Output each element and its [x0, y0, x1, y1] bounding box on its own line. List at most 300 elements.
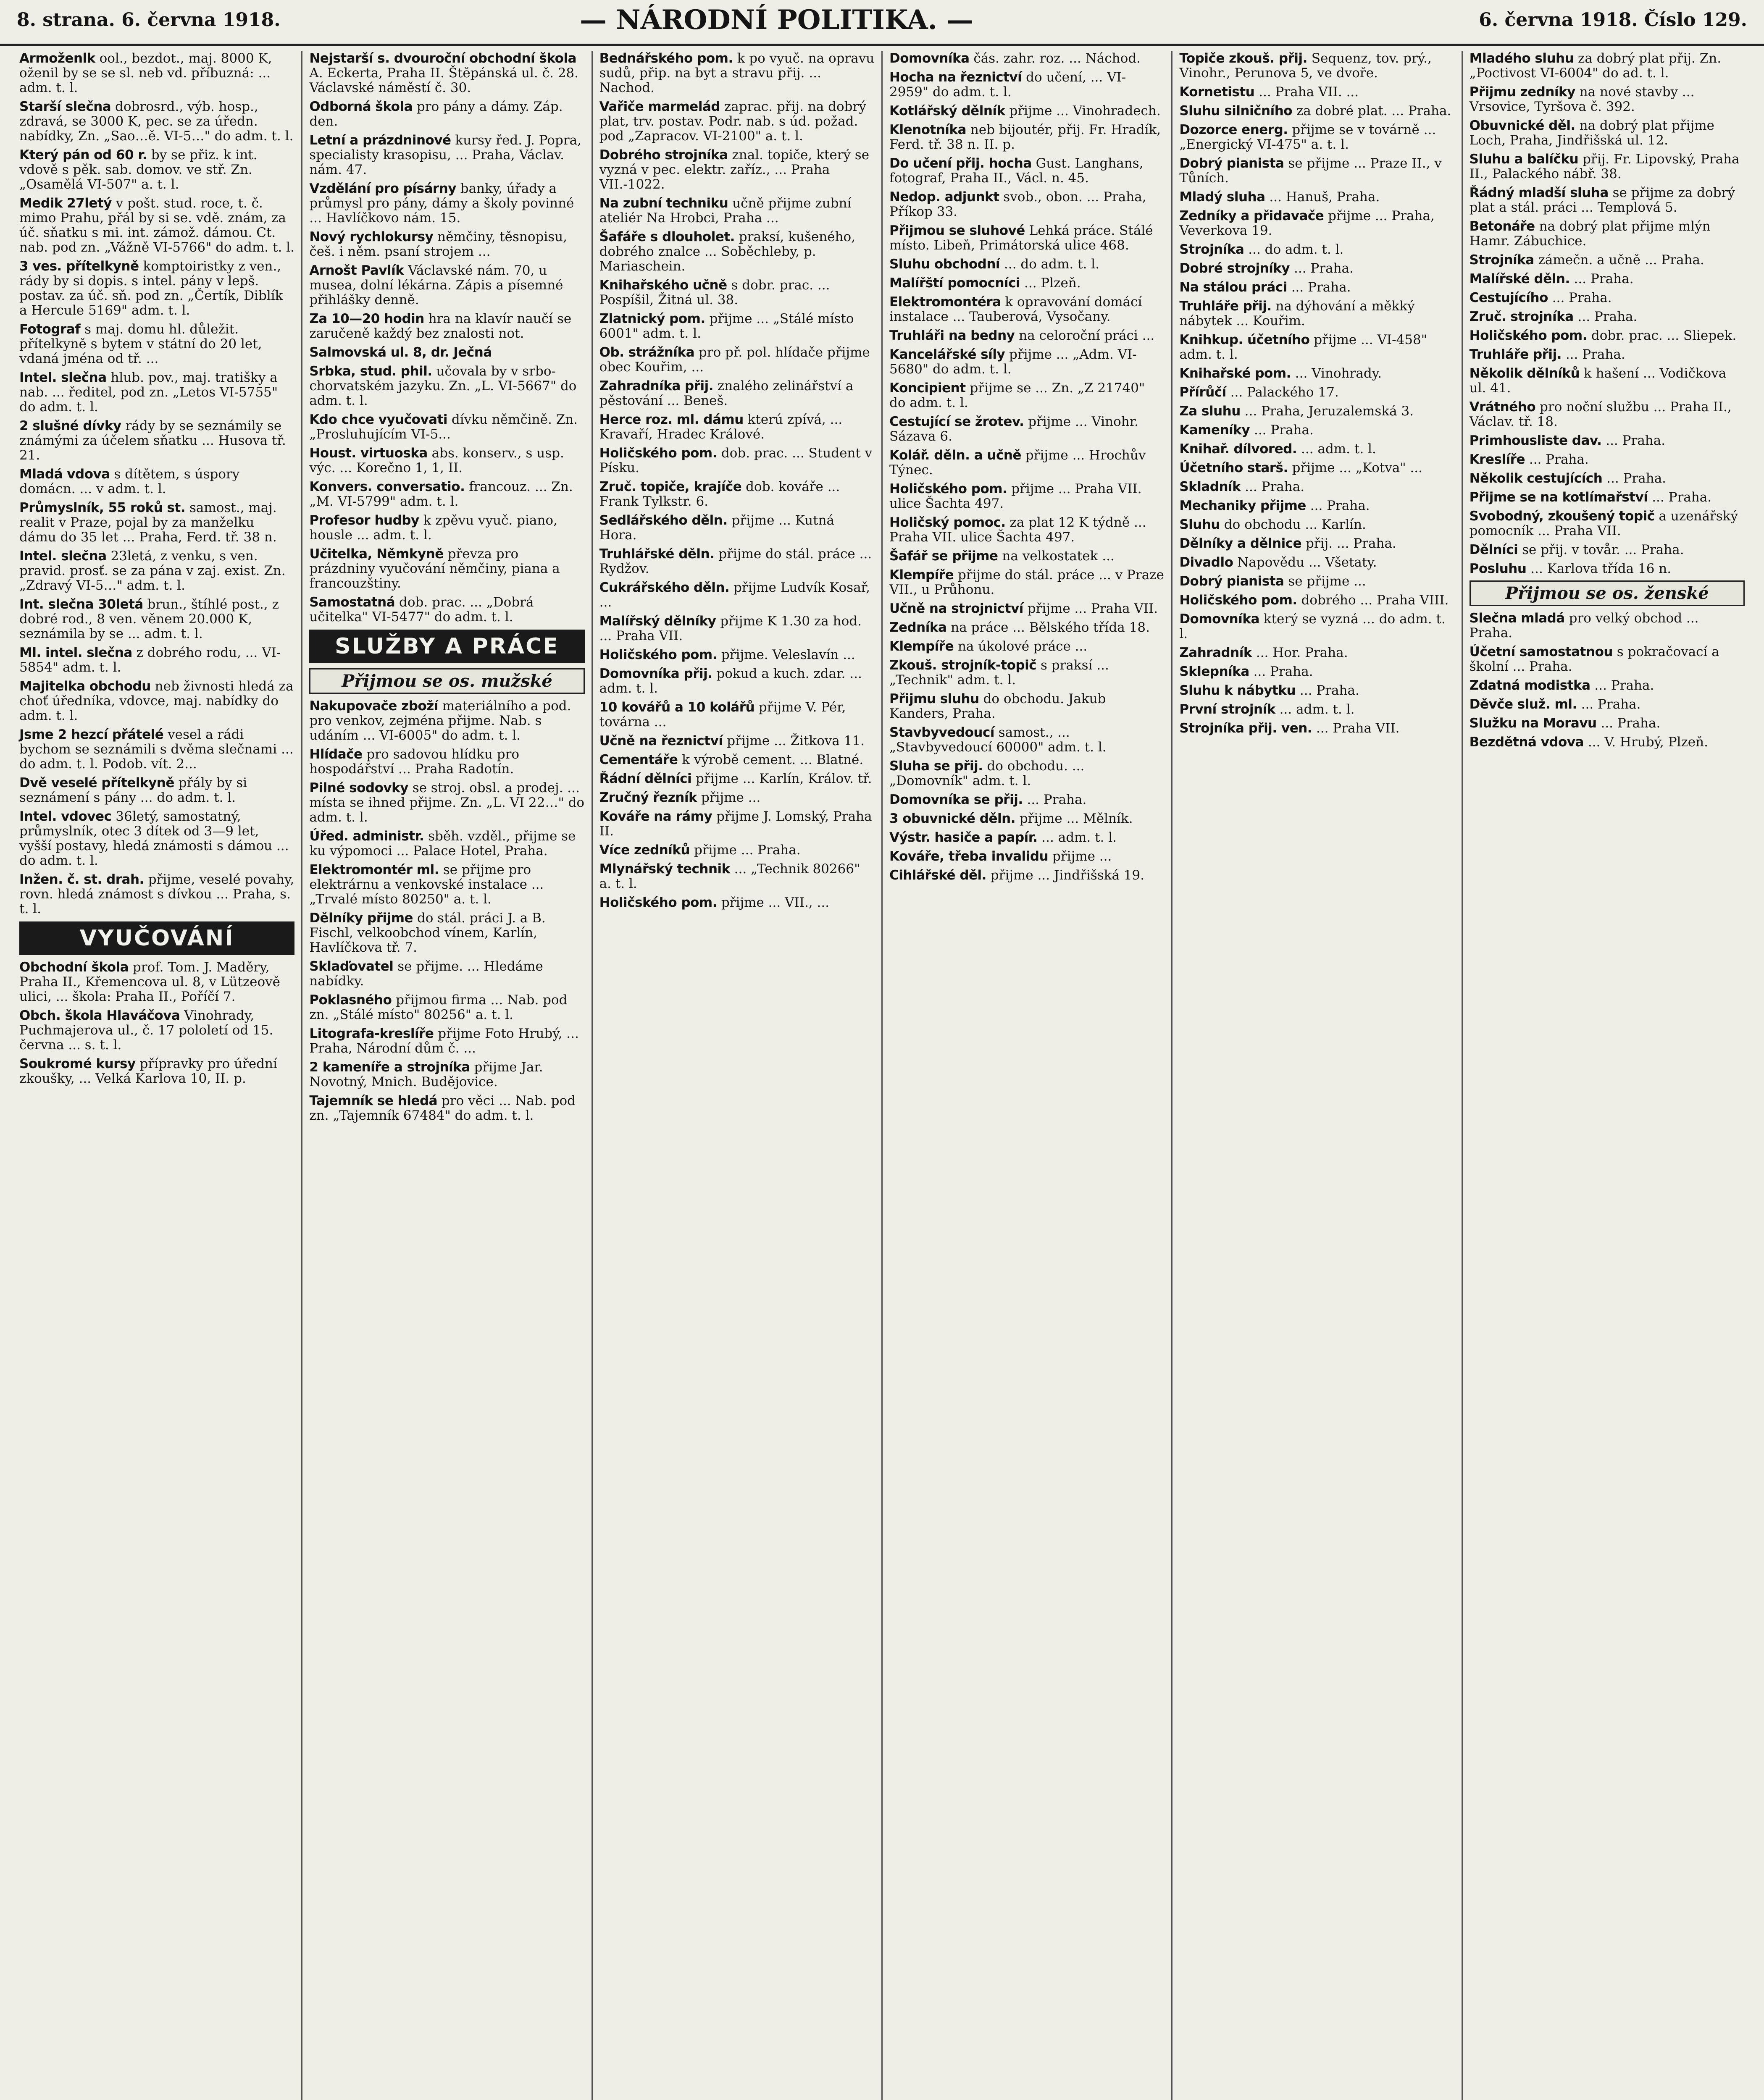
- classified-ad: [889, 620, 1165, 635]
- ad-text: neb bijoutér, přij. Fr. Hradík, Ferd. tř. 38 n. II. p.: [889, 122, 1161, 152]
- ad-title: Dělníky a dělnice: [1179, 536, 1302, 551]
- classified-ad: [1179, 104, 1454, 118]
- ad-title: Topiče zkouš. přij.: [1179, 51, 1307, 66]
- ad-text: na nové stavby ... Vrsovice, Tyršova č. 392.: [1469, 84, 1695, 114]
- classified-ad: [1179, 156, 1454, 186]
- classified-ad: [309, 1094, 584, 1123]
- classified-ad: [599, 547, 875, 576]
- classified-ad: [309, 781, 584, 825]
- ad-title: Nedop. adjunkt: [889, 189, 999, 205]
- ad-text: za plat 12 K týdně ... Praha VII. ulice Šachta 497.: [889, 515, 1146, 545]
- classified-ad: [309, 1026, 584, 1056]
- classified-ad: [1470, 366, 1745, 396]
- ad-text: 36letý, samostatný, průmyslník, otec 3 dítek od 3—9 let, vyšší postavy, hledá známosti s dámou ... do adm. t. l.: [19, 809, 289, 868]
- ad-text: praksí, kušeného, dobrého znalce ... Soběchleby, p. Mariaschein.: [599, 229, 856, 274]
- classified-ad: [19, 100, 294, 144]
- page-number-date: 8. strana. 6. června 1918.: [17, 9, 281, 31]
- ad-text: dob. kováře ... Frank Tylkstr. 6.: [599, 479, 840, 509]
- classified-ad: [889, 639, 1165, 654]
- ad-title: Tajemník se hledá: [309, 1093, 438, 1108]
- ad-text: přijme ...: [1048, 849, 1112, 864]
- classified-ad: [1179, 683, 1454, 698]
- ad-text: přijme Ludvík Kosař, ...: [599, 580, 870, 610]
- classified-ad: [1470, 400, 1745, 429]
- ad-text: přijme ... Žitkova 11.: [723, 733, 865, 748]
- ad-title: Litografa-kreslíře: [309, 1026, 434, 1041]
- classified-ad: [309, 181, 584, 226]
- ad-text: přijme ... Praha VII.: [1023, 601, 1158, 616]
- ad-title: Arnošt Pavlík: [309, 263, 404, 278]
- ad-text: němčiny, těsnopisu, češ. i něm. psaní strojem ...: [309, 229, 568, 259]
- classified-ad: [309, 595, 584, 625]
- ad-text: hlub. pov., maj. tratišky a nab. ... ředitel, pod zn. „Letos VI-5755" do adm. t. l.: [19, 370, 278, 415]
- ad-title: Zručný řezník: [599, 790, 697, 805]
- ad-title: Holičského pom.: [1469, 328, 1587, 343]
- ad-text: ... Praha.: [1290, 261, 1354, 276]
- classified-ad: [309, 51, 584, 95]
- ad-text: Vinohrady, Puchmajerova ul., č. 17 pololetí od 15. června ... s. t. l.: [19, 1008, 273, 1053]
- classified-ad: [599, 446, 875, 475]
- page-header: [0, 0, 1764, 46]
- ad-text: přij. Fr. Lipovský, Praha II., Palackého nábř. 38.: [1469, 152, 1740, 181]
- classified-ad: [1470, 697, 1745, 712]
- ad-text: pokud a kuch. zdar. ... adm. t. l.: [599, 666, 862, 696]
- classified-ad: [1470, 51, 1745, 81]
- ad-text: ... Vinohrady.: [1291, 366, 1382, 381]
- ad-title: Vzdělání pro písárny: [309, 181, 456, 196]
- classified-ad: [19, 259, 294, 318]
- ad-text: ... Hanuš, Praha.: [1265, 189, 1380, 205]
- classified-ad: [889, 448, 1165, 478]
- classified-ad: [889, 257, 1165, 272]
- classified-ad: [1470, 347, 1745, 362]
- ad-title: Obchodní škola: [19, 960, 129, 975]
- classified-ad: [889, 276, 1165, 291]
- ad-title: Více zedníků: [599, 843, 690, 858]
- classified-ad: [599, 580, 875, 610]
- ad-text: prof. Tom. J. Maděry, Praha II., Křemencova ul. 8, v Lützeově ulici, ... škola: Praha II., Poříčí 7.: [19, 960, 281, 1004]
- ad-title: Knihkup. účetního: [1179, 332, 1310, 347]
- classified-ad: [19, 646, 294, 675]
- ad-title: Cihlářské děl.: [889, 868, 986, 883]
- classified-ad: [19, 467, 294, 496]
- ad-title: Bednářského pom.: [599, 51, 733, 66]
- ad-text: s maj. domu hl. důležit. přítelkyně s bytem v státní do 20 let, vdaná jména od tř. ...: [19, 322, 262, 366]
- ad-text: ... Praha.: [1602, 471, 1667, 486]
- ad-title: Odborná škola: [309, 99, 413, 114]
- classified-ad: [889, 190, 1165, 219]
- classified-ad: [309, 863, 584, 907]
- ad-title: Dobrého strojníka: [599, 147, 728, 163]
- ad-title: Dozorce energ.: [1179, 122, 1288, 137]
- ad-text: s dobr. prac. ... Pospíšil, Žitná ul. 38.: [599, 278, 830, 307]
- classified-ad: [599, 895, 875, 910]
- ad-text: vesel a rádi bychom se seznámili s dvěma slečnami ... do adm. t. l. Podob. vít. 2...: [19, 727, 294, 772]
- classified-ad: [1470, 186, 1745, 215]
- ad-title: Inžen. č. st. drah.: [19, 872, 144, 887]
- ad-text: brun., štíhlé post., z dobré rod., 8 ven. věnem 20.000 K, seznámila by se ... adm. t. l.: [19, 597, 279, 641]
- classified-ad: [309, 513, 584, 543]
- classified-ad: [599, 753, 875, 767]
- ad-text: na velkostatek ...: [998, 549, 1115, 564]
- ad-title: Přírůčí: [1179, 385, 1226, 400]
- ad-title: Řádný mladší sluha: [1469, 185, 1609, 200]
- ad-title: Sklepníka: [1179, 664, 1249, 679]
- ad-text: přijme ... Jindřišská 19.: [986, 868, 1145, 883]
- classified-ad: [1470, 310, 1745, 324]
- ad-text: přijme ... VII., ...: [717, 895, 830, 910]
- ad-text: přijme ... Mělník.: [1015, 811, 1133, 826]
- classified-ad: [19, 148, 294, 192]
- ad-title: Zahradník: [1179, 645, 1252, 660]
- classified-ad: [19, 727, 294, 772]
- ad-text: ... Praha, Jeruzalemská 3.: [1240, 404, 1414, 419]
- ad-title: Intel. slečna: [19, 549, 107, 564]
- classified-ad: [889, 868, 1165, 883]
- ad-title: Svobodný, zkoušený topič: [1469, 509, 1655, 524]
- ad-text: znal. topiče, který se vyzná v pec. elektr. zaříz., ... Praha VII.-1022.: [599, 147, 870, 192]
- ad-title: Na zubní techniku: [599, 196, 728, 211]
- ad-text: se přij. v tovår. ... Praha.: [1518, 542, 1684, 557]
- ad-text: učně přijme zubní ateliér Na Hrobci, Praha ...: [599, 196, 852, 226]
- classified-ad: [1179, 261, 1454, 276]
- classified-ad: [309, 747, 584, 777]
- ad-title: Obch. škola Hlaváčova: [19, 1008, 180, 1023]
- ad-title: Truhláře přij.: [1469, 347, 1562, 362]
- ad-text: přijme se v továrně ... „Energický VI-475" a. t. l.: [1179, 122, 1436, 152]
- classified-ad: [1470, 433, 1745, 448]
- ad-title: Holičského pom.: [599, 895, 718, 910]
- ad-title: Betonáře: [1469, 219, 1535, 234]
- ad-text: s pokračovací a školní ... Praha.: [1469, 644, 1719, 674]
- ad-title: Stavbyvedoucí: [889, 725, 994, 740]
- ad-title: Nakupovače zboží: [309, 698, 438, 714]
- classified-ad: [1179, 123, 1454, 152]
- ad-text: neb živnosti hledá za choť úředníka, vdovce, maj. nabídky do adm. t. l.: [19, 679, 294, 723]
- ad-title: Zahradníka přij.: [599, 378, 714, 394]
- classified-ad: [309, 263, 584, 307]
- classified-ad: [309, 364, 584, 408]
- ad-text: zámečn. a učně ... Praha.: [1534, 252, 1704, 268]
- ad-title: Ml. intel. slečna: [19, 645, 132, 660]
- ad-text: ool., bezdot., maj. 8000 K, oženil by se se sl. neb vd. příbuzná: ... adm. t. l.: [19, 51, 272, 95]
- ad-text: do obchodu. Jakub Kanders, Praha.: [889, 691, 1106, 721]
- classified-ad: [599, 513, 875, 543]
- ad-text: přijme ... Vinohradech.: [1005, 103, 1161, 118]
- ad-text: ... Praha.: [1250, 423, 1314, 438]
- ad-title: Armoženlk: [19, 51, 95, 66]
- ad-text: přijme J. Lomský, Praha II.: [599, 809, 872, 839]
- ad-title: Zdatná modistka: [1469, 678, 1590, 693]
- classified-ad: [599, 614, 875, 643]
- ad-title: 10 kovářů a 10 kolářů: [599, 700, 755, 715]
- classified-ad: [1179, 85, 1454, 100]
- ad-title: Konvers. conversatio.: [309, 479, 465, 494]
- ad-title: Sluhu silničního: [1179, 103, 1293, 118]
- classified-ad: [599, 809, 875, 839]
- ad-text: samost., ... „Stavbyvedoucí 60000" adm. t. l.: [889, 725, 1107, 755]
- ad-text: který se vyzná ... do adm. t. l.: [1179, 612, 1446, 641]
- ad-text: ... Praha.: [1590, 678, 1654, 693]
- ad-title: Sluha se přij.: [889, 759, 983, 774]
- ad-text: samost., maj. realit v Praze, pojal by za manželku dámu do 35 let ... Praha, Ferd. tř. 38 n.: [19, 500, 277, 545]
- classified-ad: [309, 412, 584, 442]
- ad-title: Mladý sluha: [1179, 189, 1265, 205]
- ad-title: 3 obuvnické děln.: [889, 811, 1015, 826]
- ad-title: Sedlářského děln.: [599, 513, 728, 528]
- classified-ad: [19, 872, 294, 916]
- ad-text: se přijme ... Praze II., v Tůních.: [1179, 156, 1442, 186]
- classified-ad: [599, 772, 875, 786]
- classified-ad: [1179, 404, 1454, 419]
- classified-ad: [309, 100, 584, 129]
- ad-text: svob., obon. ... Praha, Příkop 33.: [889, 189, 1146, 219]
- classified-ad: [599, 345, 875, 375]
- ad-text: na dobrý plat přijme mlýn Hamr. Zábuchice.: [1469, 219, 1711, 249]
- ad-title: Mladá vdova: [19, 467, 110, 482]
- classified-ad: [309, 446, 584, 475]
- classified-ad: [1470, 452, 1745, 467]
- ad-title: Mlynářský technik: [599, 861, 730, 877]
- ad-title: Medik 27letý: [19, 196, 112, 211]
- classified-ad: [1179, 702, 1454, 717]
- classified-ad: [1179, 299, 1454, 328]
- ad-text: abs. konserv., s usp. výc. ... Korečno 1, 1, II.: [309, 446, 564, 475]
- ad-text: přijme ... Karlín, Králov. tř.: [691, 771, 872, 786]
- ad-text: komptoiristky z ven., rády by si dopis. s intel. pány v lepš. postav. za úč. sň. pod zn. „Čertík, Diblík a Hercule 5169" adm. t. l.: [19, 259, 283, 318]
- ad-text: ... Praha.: [1249, 664, 1313, 679]
- ad-text: do učení, ... VI-2959" do adm. t. l.: [889, 70, 1126, 100]
- ad-title: Poklasného: [309, 992, 392, 1008]
- classified-ad: [1179, 366, 1454, 381]
- classified-ad: [599, 100, 875, 144]
- ad-title: Intel. vdovec: [19, 809, 112, 824]
- ad-text: z dobrého rodu, ... VI-5854" adm. t. l.: [19, 645, 281, 675]
- classified-ad: [889, 70, 1165, 100]
- ad-text: přijme se ... Zn. „Z 21740" do adm. t. l.: [889, 381, 1145, 410]
- classified-ad: [1470, 118, 1745, 148]
- classified-ad: [1179, 480, 1454, 494]
- ad-title: Dělníky přijme: [309, 911, 413, 926]
- ad-text: přijme. Veleslavín ...: [717, 647, 855, 662]
- ad-text: do obchodu ... Karlín.: [1220, 517, 1366, 532]
- ad-title: Starší slečna: [19, 99, 111, 114]
- ad-title: Skladník: [1179, 479, 1241, 494]
- ad-text: pro př. pol. hlídače přijme obec Kouřim, ...: [599, 345, 870, 375]
- classified-ad: [309, 993, 584, 1022]
- classified-ad: [1179, 646, 1454, 660]
- classified-ad: [19, 1008, 294, 1053]
- ad-title: Dobré strojníky: [1179, 261, 1290, 276]
- classified-ad: [889, 223, 1165, 253]
- classified-ad: [1179, 385, 1454, 400]
- classified-ad: [309, 133, 584, 177]
- ad-text: přijme do stál. práce ... Rydžov.: [599, 546, 872, 576]
- ad-text: ... Plzeň.: [1020, 276, 1081, 291]
- ad-title: Holičského pom.: [1179, 593, 1297, 608]
- ad-title: Dobrý pianista: [1179, 574, 1284, 589]
- ad-title: Holičského pom.: [889, 481, 1007, 496]
- classified-ad: [889, 415, 1165, 444]
- ad-title: Kováře, třeba invalidu: [889, 849, 1049, 864]
- classified-ad: [889, 156, 1165, 186]
- ad-text: sběh. vzděl., přijme se ku výpomoci ... Palace Hotel, Praha.: [309, 829, 576, 858]
- ad-text: dívku němčině. Zn. „Prosluhujícím VI-5...: [309, 412, 578, 442]
- ad-text: ... do adm. t. l.: [1000, 257, 1100, 272]
- ad-text: dob. prac. ... „Dobrá učitelka" VI-5477" do adm. t. l.: [309, 595, 534, 625]
- ad-text: ... Praha VII.: [1312, 721, 1400, 736]
- ad-text: za dobrý plat přij. Zn. „Poctivost VI-6004" do ad. t. l.: [1469, 51, 1722, 81]
- classified-ad: [1470, 509, 1745, 538]
- ad-text: ... Hor. Praha.: [1252, 645, 1348, 660]
- ad-title: Intel. slečna: [19, 370, 107, 385]
- ad-text: ... Praha.: [1648, 490, 1712, 505]
- ad-title: Herce roz. ml. dámu: [599, 412, 744, 427]
- ad-title: Na stálou práci: [1179, 280, 1287, 295]
- ad-title: Soukromé kursy: [19, 1056, 136, 1071]
- ad-text: přijme ... VI-458" adm. t. l.: [1179, 332, 1427, 362]
- ad-text: pro věci ... Nab. pod zn. „Tajemník 67484" do adm. t. l.: [309, 1093, 576, 1123]
- ad-title: Kancelářské síly: [889, 347, 1005, 362]
- classified-ad: [1470, 85, 1745, 114]
- ad-title: Kotlářský dělník: [889, 103, 1005, 118]
- ad-text: přijme, veselé povahy, rovn. hledá známost s dívkou ... Praha, s. t. l.: [19, 872, 294, 916]
- classified-ad: [1470, 253, 1745, 268]
- ad-text: do obchodu. ... „Domovník" adm. t. l.: [889, 759, 1085, 788]
- ad-text: na práce ... Bělského třída 18.: [946, 620, 1150, 635]
- ad-title: Zedníky a přidavače: [1179, 208, 1324, 223]
- ad-title: Cementáře: [599, 752, 678, 767]
- classified-ad: [599, 700, 875, 730]
- ad-text: se stroj. obsl. a prodej. ... místa se ihned přijme. Zn. „L. VI 22…" do adm. t. l.: [309, 780, 585, 825]
- classified-ad: [889, 793, 1165, 807]
- ad-title: Řádní dělníci: [599, 771, 692, 786]
- classified-ad: [309, 911, 584, 955]
- classified-ad: [599, 196, 875, 226]
- ad-title: Zedníka: [889, 620, 947, 635]
- ad-text: přijme V. Pér, továrna ...: [599, 700, 846, 730]
- classified-ad: [1470, 328, 1745, 343]
- classified-ad: [309, 1060, 584, 1089]
- ad-text: na celoroční práci ...: [1015, 328, 1155, 343]
- ad-text: k zpěvu vyuč. piano, housle ... adm. t. l.: [309, 513, 557, 543]
- ad-title: Účetního starš.: [1179, 460, 1288, 475]
- classified-ad: [599, 412, 875, 442]
- ad-text: ... Praha.: [1601, 433, 1666, 448]
- ad-text: Napovědu ... Všetaty.: [1233, 555, 1377, 570]
- ad-text: a uzenářský pomocník ... Praha VII.: [1469, 509, 1738, 538]
- ad-text: kursy řed. J. Popra, specialisty krasopisu, ... Praha, Václav. nám. 47.: [309, 133, 581, 177]
- classified-ad: [599, 648, 875, 662]
- ad-title: Holičského pom.: [599, 647, 718, 662]
- ad-text: v pošt. stud. roce, t. č. mimo Prahu, přál by si se. vdě. znám, za úč. sňatku s mi. int. zámož. dámou. Ct. nab. pod zn. „Vážně VI-5766" do adm. t. l.: [19, 196, 294, 255]
- ad-title: První strojník: [1179, 702, 1275, 717]
- ad-title: Přijmu sluhu: [889, 691, 979, 706]
- ad-text: materiálního a pod. pro venkov, zejména přijme. Nab. s udáním ... VI-6005" do adm. t. l.: [309, 698, 571, 743]
- ad-title: Přijmou se sluhové: [889, 223, 1025, 238]
- classified-ad: [1470, 645, 1745, 674]
- ad-text: Gust. Langhans, fotograf, Praha II., Václ. n. 45.: [889, 156, 1144, 186]
- ad-text: kterú zpívá, ... Kravaří, Hradec Králové.: [599, 412, 843, 442]
- ad-title: Cestujícího: [1469, 290, 1548, 305]
- ad-text: k opravování domácí instalace ... Tauberová, Vysočany.: [889, 294, 1142, 324]
- classified-ad: [1470, 735, 1745, 750]
- classified-columns: [13, 51, 1751, 2100]
- ad-title: Vařiče marmelád: [599, 99, 720, 114]
- classified-ad: [309, 547, 584, 591]
- ad-title: Klenotníka: [889, 122, 967, 137]
- ad-title: Malířští pomocníci: [889, 276, 1020, 291]
- classified-ad: [1179, 574, 1454, 589]
- classified-ad: [889, 381, 1165, 410]
- ad-title: Mladého sluhu: [1469, 51, 1574, 66]
- classified-ad: [1470, 611, 1745, 640]
- classified-ad: [309, 312, 584, 341]
- ad-title: Vrátného: [1469, 399, 1536, 415]
- classified-ad: [1179, 333, 1454, 362]
- ad-text: přijme K 1.30 za hod. ... Praha VII.: [599, 614, 862, 643]
- ad-title: Samostatná: [309, 595, 395, 610]
- ad-text: ... Praha.: [1525, 452, 1589, 467]
- ad-title: Letní a prázdninové: [309, 133, 451, 148]
- ad-title: Bezdětná vdova: [1469, 735, 1584, 750]
- ad-title: Domovníka: [1179, 612, 1259, 627]
- classified-ad: [19, 501, 294, 545]
- ad-text: přijme ... Praha VII. ulice Šachta 497.: [889, 481, 1142, 511]
- classified-ad: [889, 515, 1165, 545]
- ad-title: Koncipient: [889, 381, 966, 396]
- ad-text: s praksí ... „Technik" adm. t. l.: [889, 658, 1109, 688]
- classified-ad: [1179, 461, 1454, 475]
- classified-ad: [889, 482, 1165, 511]
- classified-ad: [19, 549, 294, 593]
- ad-text: učovala by v srbo-chorvatském jazyku. Zn. „L. VI-5667" do adm. t. l.: [309, 364, 577, 408]
- ad-text: hra na klavír naučí se zaručeně každý bez znalosti not.: [309, 311, 572, 341]
- ad-title: Za 10—20 hodin: [309, 311, 424, 326]
- ad-title: 2 slušné dívky: [19, 418, 121, 433]
- ad-title: Průmyslník, 55 roků st.: [19, 500, 186, 515]
- ad-text: přijme ... „Adm. VI-5680" do adm. t. l.: [889, 347, 1137, 377]
- ad-title: Učně na řeznictví: [599, 733, 723, 748]
- ad-text: přijme ... „Stálé místo 6001" adm. t. l.: [599, 311, 854, 341]
- ad-title: Kreslíře: [1469, 452, 1525, 467]
- ad-text: přijme Jar. Novotný, Mnich. Budějovice.: [309, 1060, 543, 1089]
- ad-title: Dvě veselé přítelkyně: [19, 775, 174, 790]
- ad-title: Kolář. děln. a učně: [889, 448, 1021, 463]
- classified-ad: [599, 480, 875, 509]
- ad-text: přály by si seznámení s pány ... do adm. t. l.: [19, 775, 247, 805]
- ad-title: Elektromontér ml.: [309, 862, 439, 877]
- ad-text: znalého zelinářství a pěstování ... Beneš.: [599, 378, 854, 408]
- classified-ad: [19, 597, 294, 641]
- ad-title: Malířský dělníky: [599, 614, 716, 629]
- ad-text: pro pány a dámy. Záp. den.: [309, 99, 563, 129]
- classified-ad: [599, 230, 875, 274]
- ad-text: rády by se seznámily se známými za účelem sňatku ... Husova tř. 21.: [19, 418, 286, 463]
- ad-text: s dítětem, s úspory domácn. ... v adm. t. l.: [19, 467, 240, 496]
- ad-text: přijmou firma ... Nab. pod zn. „Stálé místo" 80256" a. t. l.: [309, 992, 568, 1022]
- ad-text: 23letá, z venku, s ven. pravid. prosť. se za pána v zaj. exist. Zn. „Zdravý VI-5…" adm. t. l.: [19, 549, 286, 593]
- ad-title: Malířské děln.: [1469, 271, 1570, 286]
- ad-title: Sluhu obchodní: [889, 257, 1000, 272]
- ad-title: 2 kameníře a strojníka: [309, 1060, 470, 1075]
- classified-ad: [889, 549, 1165, 564]
- column: [302, 51, 592, 2100]
- ad-title: Srbka, stud. phil.: [309, 364, 432, 379]
- classified-ad: [1179, 612, 1454, 641]
- ad-title: Učitelka, Němkyně: [309, 546, 444, 562]
- ad-title: Do učení přij. hocha: [889, 156, 1032, 171]
